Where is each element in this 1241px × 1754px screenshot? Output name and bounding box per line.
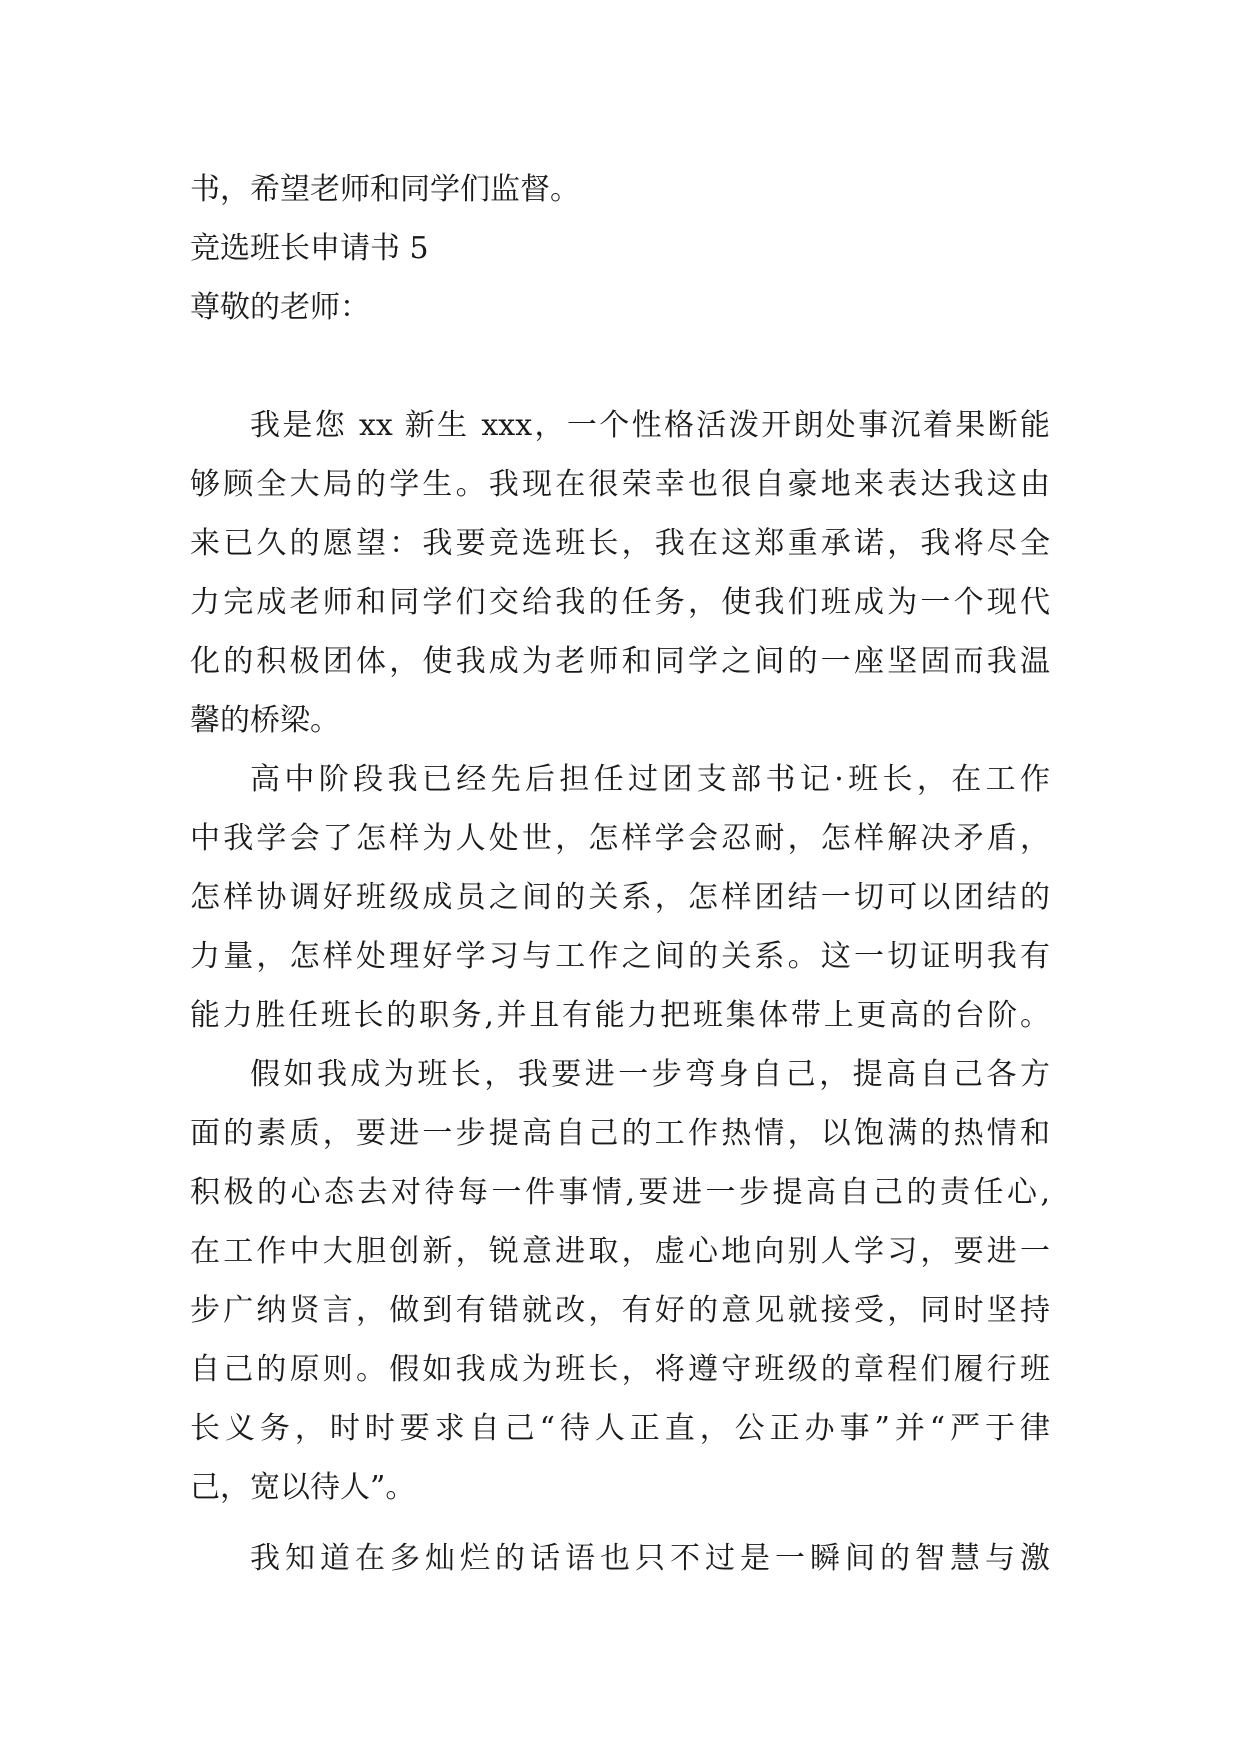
text-line: 面的素质，要进一步提高自己的工作热情，以饱满的热情和 (190, 1116, 1050, 1151)
text-line: 假如我成为班长，我要进一步弯身自己，提高自己各方 (250, 1057, 1050, 1092)
text-line: 中我学会了怎样为人处世，怎样学会忍耐，怎样解决矛盾， (190, 821, 1050, 856)
text-line: 够顾全大局的学生。我现在很荣幸也很自豪地来表达我这由 (190, 467, 1050, 502)
text-line: 化的积极团体，使我成为老师和同学之间的一座坚固而我温 (190, 644, 1050, 679)
paragraph (190, 750, 1050, 1045)
text-line: 怎样协调好班级成员之间的关系，怎样团结一切可以团结的 (190, 880, 1050, 915)
paragraph (190, 1529, 1050, 1588)
paragraph (190, 396, 1050, 750)
text-line: 自己的原则。假如我成为班长，将遵守班级的章程们履行班 (190, 1352, 1050, 1387)
text-line: 积极的心态去对待每一件事情,要进一步提高自己的责任心, (190, 1175, 1050, 1210)
text-line: 在工作中大胆创新，锐意进取，虚心地向别人学习，要进一 (190, 1234, 1050, 1269)
paragraph-gap (190, 1517, 1050, 1529)
text-line: 书，希望老师和同学们监督。 (190, 172, 580, 207)
text-line: 步广纳贤言，做到有错就改，有好的意见就接受，同时坚持 (190, 1293, 1050, 1328)
text-line: 我是您 xx 新生 xxx，一个性格活泼开朗处事沉着果断能 (250, 408, 1050, 443)
text-line: 我知道在多灿烂的话语也只不过是一瞬间的智慧与激 (250, 1541, 1050, 1576)
text-line: 来已久的愿望：我要竞选班长，我在这郑重承诺，我将尽全 (190, 526, 1050, 561)
text-line: 长义务，时时要求自己“待人正直，公正办事”并“严于律 (190, 1411, 1050, 1446)
text-line: 高中阶段我已经先后担任过团支部书记·班长，在工作 (250, 762, 1050, 797)
text-line: 馨的桥梁。 (190, 703, 340, 738)
blank-line (190, 337, 1050, 396)
salutation: 尊敬的老师： (190, 290, 370, 325)
paragraph (190, 1045, 1050, 1517)
text-line: 己，宽以待人”。 (190, 1470, 416, 1505)
text-line: 能力胜任班长的职务,并且有能力把班集体带上更高的台阶。 (190, 998, 1050, 1033)
section-title: 竞选班长申请书 5 (190, 231, 429, 266)
text-line: 力量，怎样处理好学习与工作之间的关系。这一切证明我有 (190, 939, 1050, 974)
text-line: 力完成老师和同学们交给我的任务，使我们班成为一个现代 (190, 585, 1050, 620)
document-body (190, 160, 1050, 1588)
